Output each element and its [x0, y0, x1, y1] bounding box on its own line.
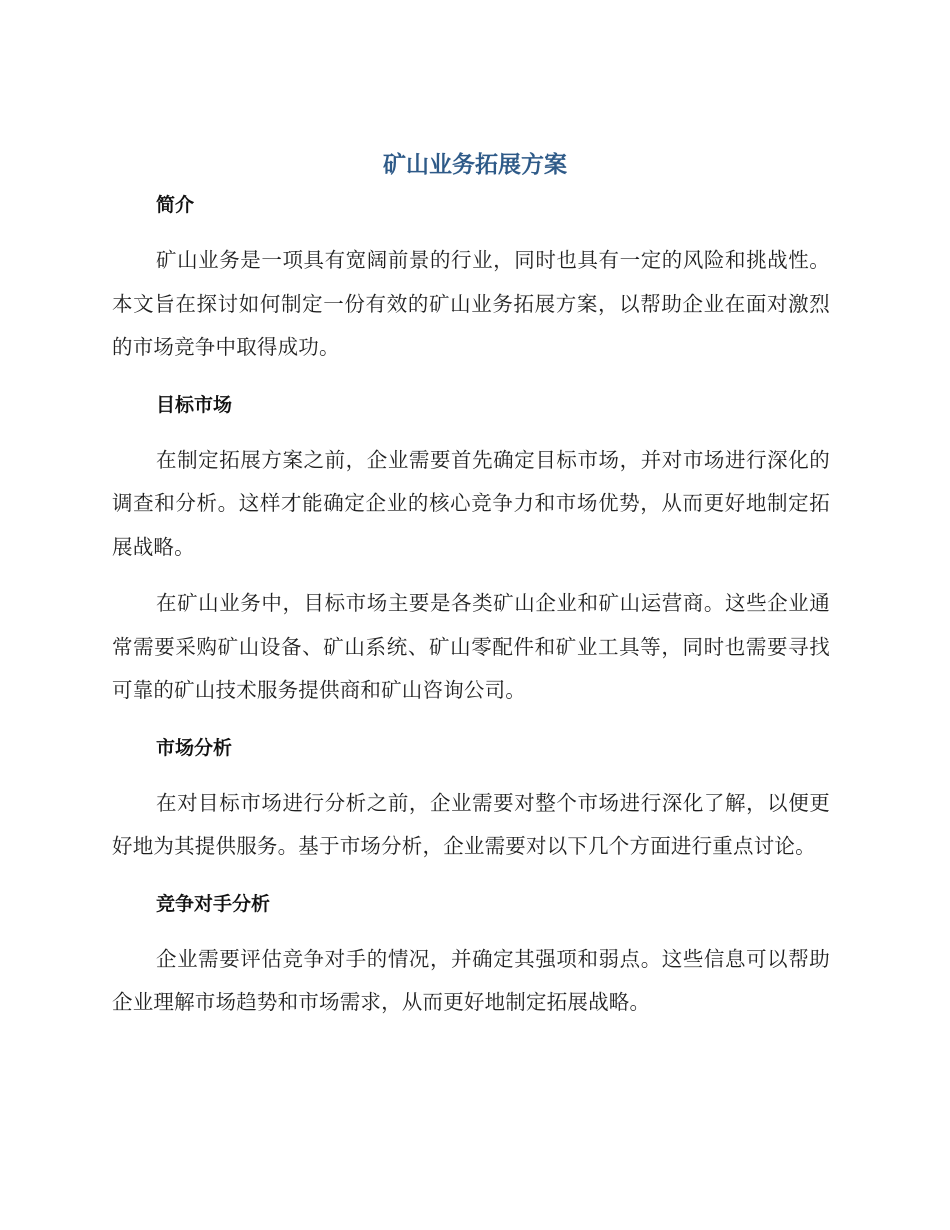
paragraph: 企业需要评估竞争对手的情况，并确定其强项和弱点。这些信息可以帮助企业理解市场趋势和市场需求，从而更好地制定拓展战略。: [112, 946, 830, 1014]
section-heading: 目标市场: [156, 393, 233, 416]
document-title: 矿山业务拓展方案: [383, 152, 567, 178]
section-heading: 市场分析: [156, 736, 233, 759]
paragraph: 在对目标市场进行分析之前，企业需要对整个市场进行深化了解，以便更好地为其提供服务。基于市场分析，企业需要对以下几个方面进行重点讨论。: [112, 790, 830, 858]
paragraph: 在矿山业务中，目标市场主要是各类矿山企业和矿山运营商。这些企业通常需要采购矿山设备、矿山系统、矿山零配件和矿业工具等，同时也需要寻找可靠的矿山技术服务提供商和矿山咨询公司。: [112, 591, 830, 702]
section-target-market: [112, 388, 830, 713]
section-competitor-analysis: [112, 887, 830, 1025]
paragraph: 在制定拓展方案之前，企业需要首先确定目标市场，并对市场进行深化的调查和分析。这样才能确定企业的核心竞争力和市场优势，从而更好地制定拓展战略。: [112, 447, 830, 559]
section-intro: [112, 188, 830, 370]
section-market-analysis: [112, 731, 830, 869]
paragraph: 矿山业务是一项具有宽阔前景的行业，同时也具有一定的风险和挑战性。本文旨在探讨如何制定一份有效的矿山业务拓展方案，以帮助企业在面对激烈的市场竞争中取得成功。: [112, 248, 830, 359]
section-heading: 简介: [156, 194, 195, 216]
document-body: [112, 188, 830, 1025]
section-heading: 竞争对手分析: [156, 892, 271, 915]
